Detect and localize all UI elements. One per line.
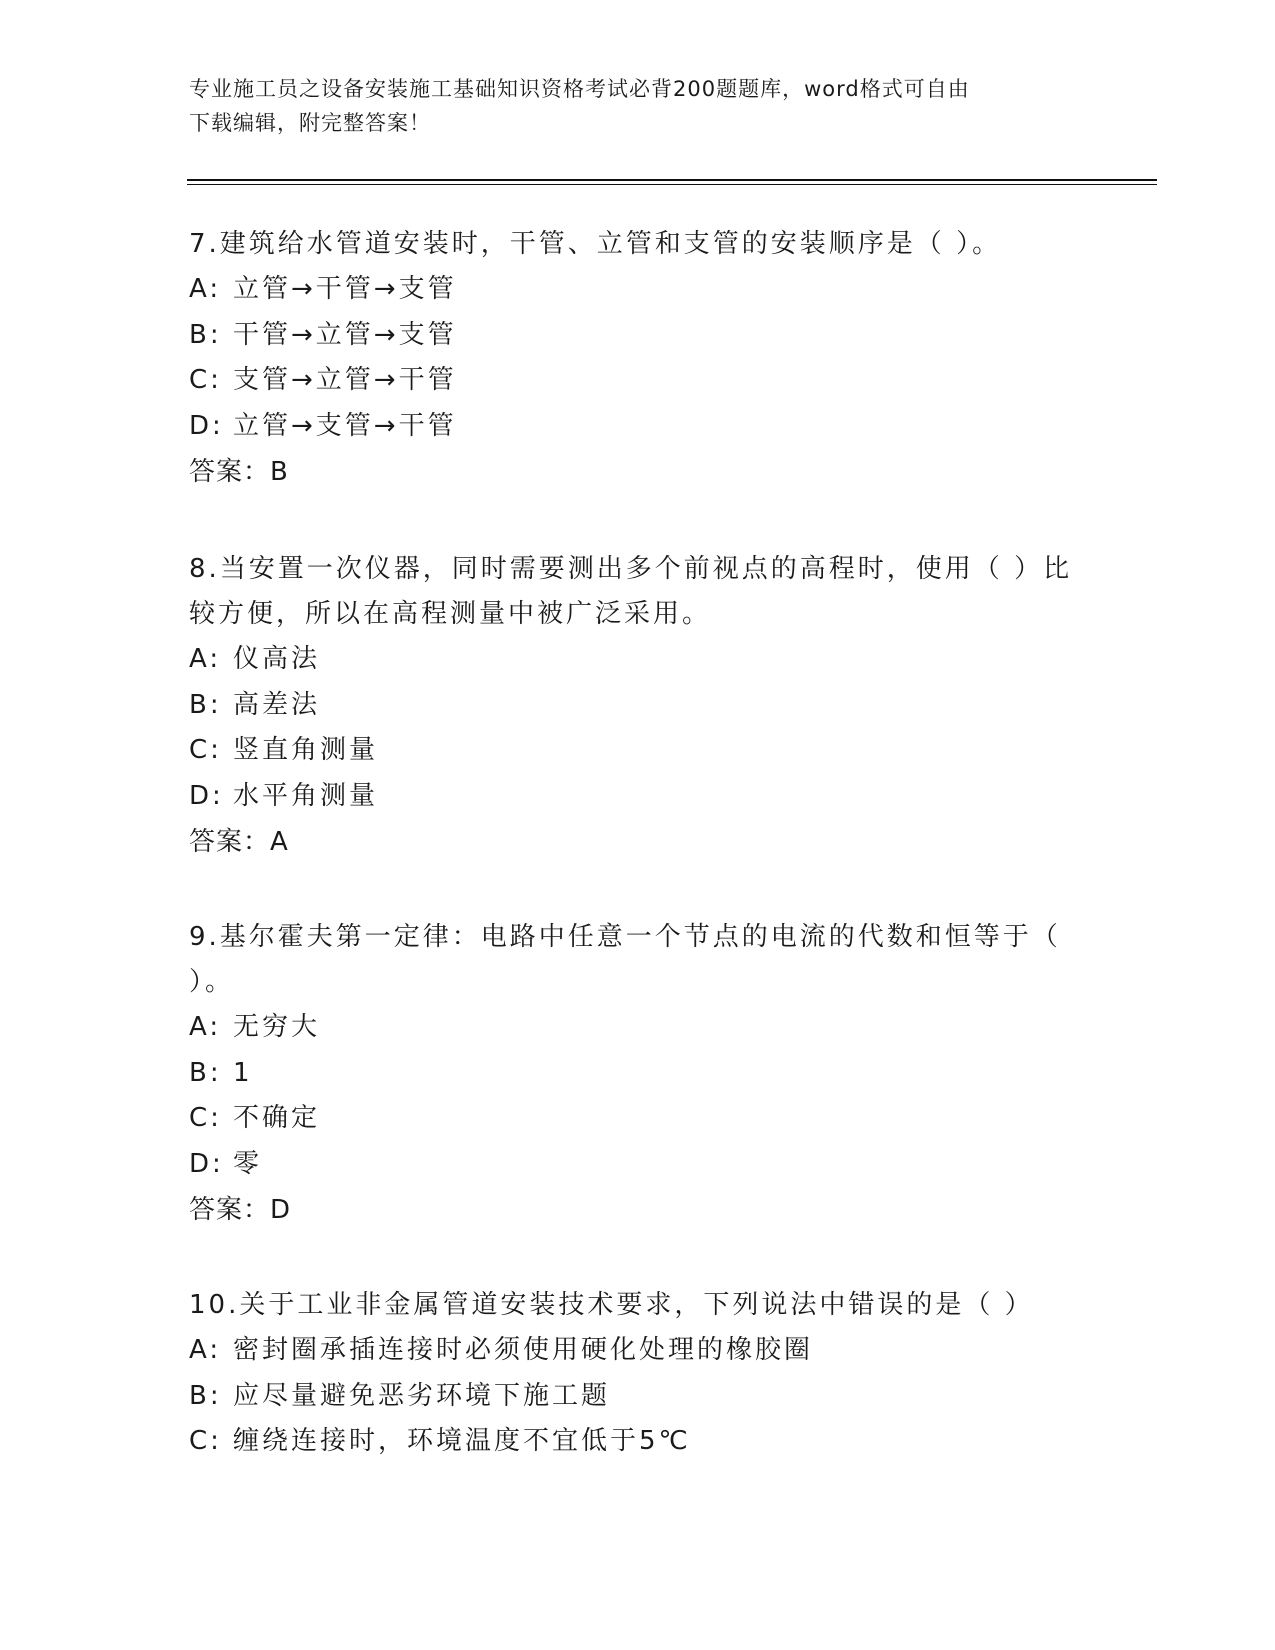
header-divider-thin <box>187 184 1157 185</box>
option-text: 竖直角测量 <box>233 735 379 765</box>
option-text: 支管→立管→干管 <box>233 365 457 395</box>
option-b <box>189 1374 1089 1420</box>
option-key: C: <box>189 365 222 395</box>
option-key: B: <box>189 319 222 350</box>
option-key: B: <box>189 689 222 720</box>
option-key: C: <box>189 735 222 765</box>
question-stem-line-2: ）。 <box>189 967 235 997</box>
answer-line: 答案：A <box>189 827 289 857</box>
option-d <box>189 774 1089 820</box>
option-b <box>189 683 1089 729</box>
option-text: 应尽量避免恶劣环境下施工题 <box>233 1380 611 1411</box>
option-key: C: <box>189 1103 222 1133</box>
option-text: 不确定 <box>233 1103 321 1133</box>
question-stem: 10.关于工业非金属管道安装技术要求，下列说法中错误的是（ ） <box>189 1290 1034 1320</box>
option-d <box>189 404 1089 450</box>
option-key: D: <box>189 410 224 441</box>
document-header <box>189 72 1089 140</box>
option-key: A: <box>189 644 222 674</box>
option-key: C: <box>189 1426 222 1456</box>
question-stem-line-1: 8.当安置一次仪器，同时需要测出多个前视点的高程时，使用（ ）比 <box>189 554 1073 584</box>
option-c <box>189 1419 1089 1465</box>
option-a <box>189 1005 1089 1051</box>
question-7 <box>189 222 1089 495</box>
option-key: A: <box>189 1012 222 1042</box>
option-c <box>189 1096 1089 1142</box>
header-line-1: 专业施工员之设备安装施工基础知识资格考试必背200题题库，word格式可自由 <box>189 77 970 101</box>
option-key: B: <box>189 1057 222 1088</box>
header-line-2: 下载编辑，附完整答案！ <box>189 111 431 135</box>
question-stem: 7.建筑给水管道安装时，干管、立管和支管的安装顺序是（ ）。 <box>189 229 1002 259</box>
option-text: 立管→支管→干管 <box>233 410 457 441</box>
option-b <box>189 1051 1089 1097</box>
option-a <box>189 267 1089 313</box>
option-c <box>189 358 1089 404</box>
option-text: 仪高法 <box>233 644 321 674</box>
question-10 <box>189 1283 1089 1465</box>
option-text: 立管→干管→支管 <box>233 274 457 304</box>
question-9 <box>189 915 1089 1233</box>
question-8 <box>189 547 1089 865</box>
option-text: 1 <box>233 1057 253 1088</box>
option-key: B: <box>189 1380 222 1411</box>
question-stem-line-1: 9.基尔霍夫第一定律：电路中任意一个节点的电流的代数和恒等于（ <box>189 922 1061 952</box>
option-text: 零 <box>233 1148 263 1179</box>
option-text: 水平角测量 <box>233 780 379 811</box>
option-c <box>189 728 1089 774</box>
option-d <box>189 1142 1089 1188</box>
option-text: 缠绕连接时，环境温度不宜低于5℃ <box>233 1426 691 1456</box>
option-text: 干管→立管→支管 <box>233 319 457 350</box>
option-text: 高差法 <box>233 689 321 720</box>
option-a <box>189 1328 1089 1374</box>
question-stem-line-2: 较方便，所以在高程测量中被广泛采用。 <box>189 599 712 629</box>
option-b <box>189 313 1089 359</box>
answer-line: 答案：D <box>189 1195 292 1225</box>
header-divider-thick <box>187 179 1157 181</box>
option-text: 密封圈承插连接时必须使用硬化处理的橡胶圈 <box>233 1335 814 1365</box>
option-key: A: <box>189 274 222 304</box>
option-key: A: <box>189 1335 222 1365</box>
answer-line: 答案：B <box>189 457 289 487</box>
option-key: D: <box>189 1148 224 1179</box>
option-a <box>189 637 1089 683</box>
option-text: 无穷大 <box>233 1012 321 1042</box>
option-key: D: <box>189 780 224 811</box>
